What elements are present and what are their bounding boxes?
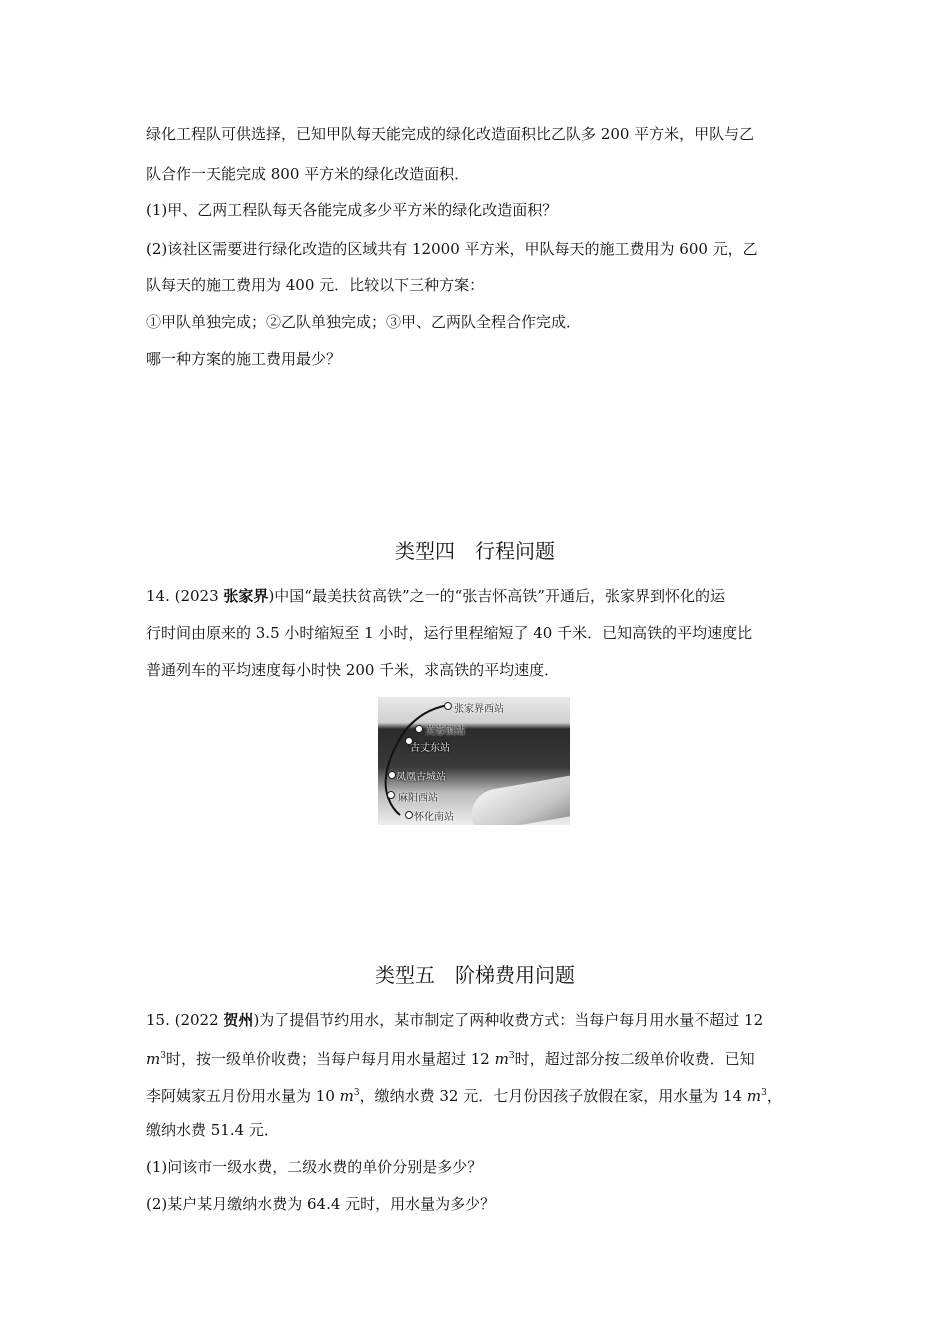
problem-15-line4: 缴纳水费 51.4 元． bbox=[146, 1121, 279, 1139]
station-dot bbox=[405, 811, 413, 819]
problem-text-line: 绿化工程队可供选择，已知甲队每天能完成的绿化改造面积比乙队多 200 平方米，甲队与乙 bbox=[146, 125, 755, 143]
problem-text: ，缴纳水费 32 元．七月份因孩子放假在家，用水量为 14 bbox=[359, 1087, 747, 1105]
section-heading-travel: 类型四 行程问题 bbox=[395, 539, 555, 563]
problem-number: 14. (2023 bbox=[146, 587, 224, 605]
problem-15-line3 bbox=[146, 1083, 782, 1106]
station-label: 古丈东站 bbox=[410, 743, 450, 754]
question-final: 哪一种方案的施工费用最少？ bbox=[146, 350, 342, 368]
problem-14-line3: 普通列车的平均速度每小时快 200 千米，求高铁的平均速度． bbox=[146, 661, 560, 679]
unit-m: m bbox=[339, 1087, 354, 1105]
superscript: 3 bbox=[160, 1051, 166, 1061]
question-1: (1)问该市一级水费，二级水费的单价分别是多少？ bbox=[146, 1158, 483, 1176]
superscript: 3 bbox=[353, 1088, 360, 1098]
unit-m: m bbox=[494, 1050, 509, 1068]
unit-m: m bbox=[146, 1050, 161, 1068]
problem-15-line2 bbox=[146, 1046, 755, 1069]
superscript: 3 bbox=[761, 1088, 767, 1098]
question-1: (1)甲、乙两工程队每天各能完成多少平方米的绿化改造面积？ bbox=[146, 201, 558, 219]
problem-text: 李阿姨家五月份用水量为 10 bbox=[146, 1087, 340, 1105]
problem-source: 张家界 bbox=[223, 587, 269, 605]
station-dot bbox=[388, 771, 396, 779]
problem-14-line2: 行时间由原来的 3.5 小时缩短至 1 小时，运行里程缩短了 40 千米．已知高铁的平均速度比 bbox=[146, 624, 753, 642]
question-2-line: (2)该社区需要进行绿化改造的区域共有 12000 平方米，甲队每天的施工费用为 600 元，乙 bbox=[146, 240, 758, 258]
problem-text: 时，按一级单价收费；当每户每月用水量超过 12 bbox=[165, 1050, 495, 1068]
station-dot bbox=[387, 791, 395, 799]
problem-text: 时，超过部分按二级单价收费．已知 bbox=[514, 1050, 755, 1068]
station-label: 张家界西站 bbox=[454, 704, 504, 715]
problem-text: )为了提倡节约用水，某市制定了两种收费方式：当每户每月用水量不超过 12 bbox=[253, 1011, 764, 1029]
question-2: (2)某户某月缴纳水费为 64.4 元时，用水量为多少？ bbox=[146, 1195, 496, 1213]
problem-source: 贺州 bbox=[223, 1011, 254, 1029]
section-heading-tiered-pricing: 类型五 阶梯费用问题 bbox=[375, 963, 575, 987]
station-label: 麻阳西站 bbox=[398, 793, 438, 804]
route-line-icon bbox=[378, 697, 570, 825]
question-2-line: 队每天的施工费用为 400 元．比较以下三种方案： bbox=[146, 276, 485, 294]
problem-text-line: 队合作一天能完成 800 平方米的绿化改造面积． bbox=[146, 165, 470, 183]
problem-14-line1 bbox=[146, 586, 725, 606]
problem-text: )中国“最美扶贫高铁”之一的“张吉怀高铁”开通后，张家界到怀化的运 bbox=[268, 587, 725, 605]
problem-15-line1 bbox=[146, 1010, 763, 1030]
unit-m: m bbox=[746, 1087, 762, 1105]
problem-number: 15. (2022 bbox=[146, 1011, 224, 1029]
station-label: 怀化南站 bbox=[414, 812, 454, 823]
railway-route-figure bbox=[378, 697, 570, 825]
plan-options: ①甲队单独完成；②乙队单独完成；③甲、乙两队全程合作完成． bbox=[146, 313, 582, 331]
station-label: 凤凰古城站 bbox=[396, 772, 446, 783]
station-dot bbox=[444, 702, 452, 710]
problem-text: ， bbox=[766, 1087, 782, 1105]
station-dot bbox=[415, 725, 423, 733]
station-label: 芙蓉镇站 bbox=[425, 726, 465, 737]
superscript: 3 bbox=[508, 1051, 515, 1061]
